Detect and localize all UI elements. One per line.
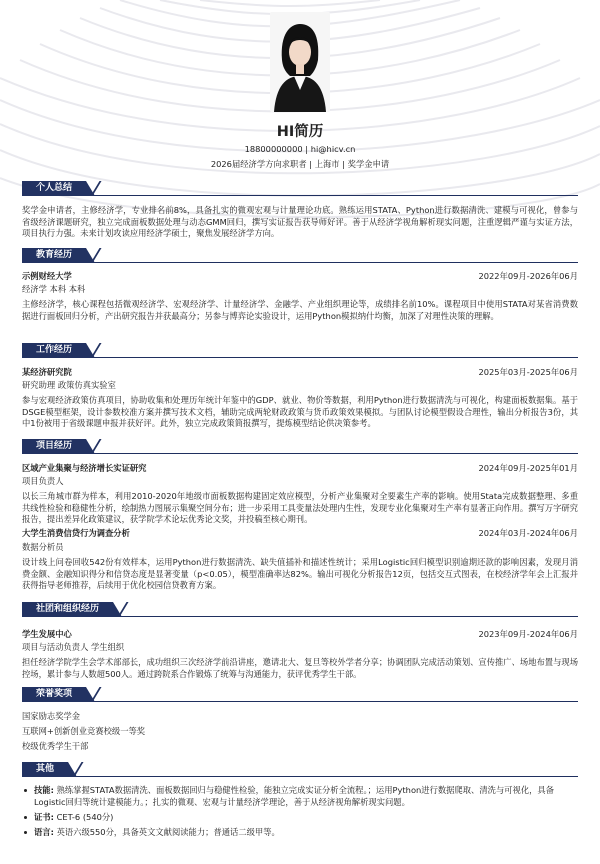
education-major: 经济学 本科 本科 — [22, 284, 86, 294]
project-date: 2024年03月-2024年06月 — [478, 528, 578, 538]
section-title: 工作经历 — [22, 343, 86, 358]
section-work — [22, 343, 578, 429]
project-name: 大学生消费信贷行为调查分析 — [22, 528, 130, 538]
section-divider — [22, 195, 578, 196]
award-item: 互联网+创新创业竞赛校级一等奖 — [22, 726, 146, 736]
social-date: 2023年09月-2024年06月 — [478, 629, 578, 639]
section-header — [22, 439, 578, 455]
project-role: 数据分析员 — [22, 542, 64, 552]
resume-name: HI简历 — [276, 124, 324, 140]
section-education — [22, 248, 578, 321]
social-role: 项目与活动负责人 学生组织 — [22, 642, 125, 652]
skills-label: 技能: — [34, 785, 54, 795]
section-divider — [22, 453, 578, 454]
section-divider — [22, 701, 578, 702]
section-header — [22, 248, 578, 264]
section-title: 个人总结 — [22, 181, 86, 196]
section-header — [22, 687, 578, 703]
section-header — [22, 181, 578, 197]
project-date: 2024年09月-2025年01月 — [478, 463, 578, 473]
lang-label: 语言: — [34, 827, 54, 837]
social-desc: 担任经济学院学生会学术部部长，成功组织三次经济学前沿讲座，邀请北大、复旦等校外学者分享；协调团队完成活动策划、宣传推广、场地布置与现场控场，累计参与人数超500人。通过跨院系合作锻炼了统筹与沟通能力，获评优秀学生干部。 — [22, 657, 578, 679]
bullet-icon — [24, 789, 27, 792]
section-header — [22, 762, 578, 778]
section-title: 项目经历 — [22, 439, 86, 454]
education-desc: 主修经济学，核心课程包括微观经济学、宏观经济学、计量经济学、金融学、产业组织理论等，成绩排名前10%。课程项目中使用STATA对某省消费数据进行面板回归分析，产出研究报告并获最高分；另参与博弈论实验设计，运用Python模拟纳什均衡，加深了对理性决策的理解。 — [22, 299, 578, 321]
work-org: 某经济研究院 — [22, 367, 72, 377]
cert-text: CET-6 (540分) — [56, 812, 114, 822]
project-desc: 以长三角城市群为样本，利用2010-2020年地级市面板数据构建固定效应模型，分析产业集聚对全要素生产率的影响。使用Stata完成数据整理、多重共线性检验和稳健性分析，绘制热力图展示集聚空间分布；进一步采用工具变量法处理内生性，发现专业化集聚对生产率有显著正向作用。撰写万字研究报告，提出差异化政策建议，获学院学术论坛优秀论文奖，并投稿至核心期刊。 — [22, 491, 578, 525]
avatar — [270, 12, 330, 112]
school-name: 示例财经大学 — [22, 271, 72, 281]
section-divider — [22, 776, 578, 777]
work-desc: 参与宏观经济政策仿真项目，协助收集和处理历年统计年鉴中的GDP、就业、物价等数据，利用Python进行数据清洗与可视化，构建面板数据集。基于DSGE模型框架，设计参数校准方案并撰写技术文档，辅助完成两轮财政政策与货币政策效果模拟。与团队讨论模型假设合理性，输出分析报告3份，其中1份被用于省级课题申报并获好评。此外，独立完成政策简报撰写，提炼模型结论供决策参考。 — [22, 395, 578, 429]
section-divider — [22, 262, 578, 263]
section-title: 教育经历 — [22, 248, 86, 263]
award-item: 国家励志奖学金 — [22, 711, 81, 721]
award-item: 校级优秀学生干部 — [22, 741, 89, 751]
bullet-icon — [24, 831, 27, 834]
skills-text: 熟练掌握STATA数据清洗、面板数据回归与稳健性检验，能独立完成实证分析全流程。；运用Python进行数据爬取、清洗与可视化，具备Logistic回归等统计建模能力。；扎实的微观、宏观与计量经济学理论，善于从经济视角解析现实问题。 — [34, 785, 555, 807]
social-org: 学生发展中心 — [22, 629, 72, 639]
bullet-icon — [24, 816, 27, 819]
project-desc: 设计线上问卷回收542份有效样本，运用Python进行数据清洗、缺失值插补和描述性统计；采用Logistic回归模型识别逾期还款的影响因素，发现月消费金额、金融知识得分和信贷态度是显著变量（p<0.05），模型准确率达82%。输出可视化分析报告12页，包括交互式图表，在校经济学年会上汇报并获得指导老师推荐，后续用于优化校园信贷教育方案。 — [22, 557, 578, 591]
section-title: 其他 — [22, 762, 68, 777]
section-summary — [22, 181, 578, 239]
section-projects — [22, 439, 578, 591]
section-title: 社团和组织经历 — [22, 602, 113, 617]
project-role: 项目负责人 — [22, 476, 64, 486]
work-role: 研究助理 政策仿真实验室 — [22, 380, 116, 390]
section-other — [22, 762, 578, 837]
section-title: 荣誉奖项 — [22, 687, 86, 702]
section-divider — [22, 357, 578, 358]
job-intent: 2026届经济学方向求职者 | 上海市 | 奖学金申请 — [210, 159, 390, 169]
section-awards — [22, 687, 578, 751]
summary-text: 奖学金申请者，主修经济学，专业排名前8%，具备扎实的微观宏观与计量理论功底。熟练运用STATA、Python进行数据清洗、建模与可视化，曾参与省级经济课题研究，独立完成面板数据处理与动态GMM回归，撰写实证报告获导师好评。善于从经济学视角解析现实问题，注重逻辑严谨与实证方法，项目执行力强。未来计划攻读应用经济学硕士，聚焦发展经济学方向。 — [22, 205, 578, 239]
project-name: 区域产业集聚与经济增长实证研究 — [22, 463, 147, 473]
work-date: 2025年03月-2025年06月 — [478, 367, 578, 377]
lang-text: 英语六级550分，具备英文文献阅读能力；普通话二级甲等。 — [56, 827, 280, 837]
cert-label: 证书: — [34, 812, 54, 822]
section-header — [22, 602, 578, 618]
education-date: 2022年09月-2026年06月 — [478, 271, 578, 281]
section-social — [22, 602, 578, 679]
contact-info: 18800000000 | hi@hicv.cn — [244, 144, 356, 154]
avatar-photo — [270, 12, 330, 112]
section-header — [22, 343, 578, 359]
